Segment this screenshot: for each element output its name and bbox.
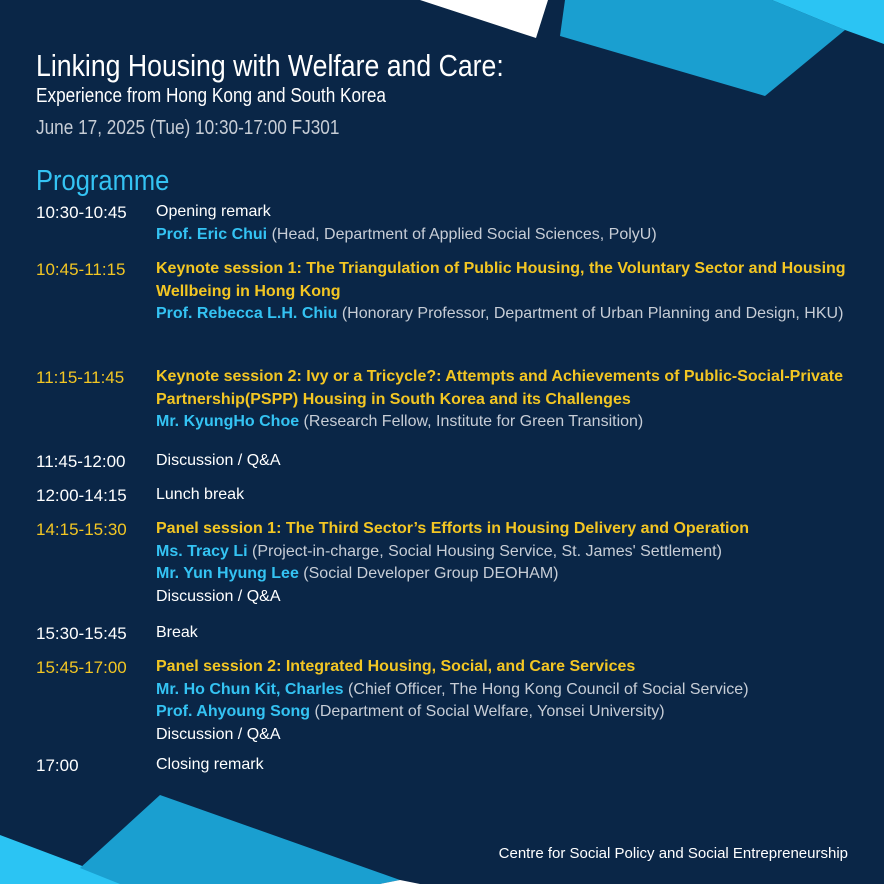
speaker xyxy=(156,701,856,724)
time-slot: 12:00-14:15 xyxy=(36,486,127,505)
discussion: Discussion / Q&A xyxy=(156,587,281,605)
speaker-name: Mr. Yun Hyung Lee xyxy=(156,565,299,582)
speaker-role: (Head, Department of Applied Social Sciences, PolyU) xyxy=(267,225,657,243)
speaker-role: (Chief Officer, The Hong Kong Council of Social Service) xyxy=(343,680,749,698)
item-title: Opening remark xyxy=(156,203,271,220)
speaker-role: (Honorary Professor, Department of Urban Planning and Design, HKU) xyxy=(337,305,844,322)
schedule-row xyxy=(36,622,856,652)
discussion: Discussion / Q&A xyxy=(156,725,281,743)
speaker-name: Prof. Eric Chui xyxy=(156,225,268,243)
session-title: Panel session 1: The Third Sector’s Efforts in Housing Delivery and Operation xyxy=(156,520,750,537)
row-content xyxy=(156,450,856,473)
row-content xyxy=(156,484,856,507)
time-slot: 17:00 xyxy=(36,756,79,775)
time-slot: 10:45-11:15 xyxy=(36,260,126,279)
schedule xyxy=(36,201,856,780)
speaker-role: (Research Fellow, Institute for Green Transition) xyxy=(299,413,644,430)
row-content xyxy=(156,754,856,777)
speaker-name: Ms. Tracy Li xyxy=(156,542,248,560)
row-content xyxy=(156,656,856,746)
speaker xyxy=(156,541,856,564)
footer-organizer: Centre for Social Policy and Social Entrepreneurship xyxy=(498,845,848,862)
time-slot: 11:45-12:00 xyxy=(36,452,126,471)
speaker-name: Prof. Ahyoung Song xyxy=(156,703,311,720)
speaker xyxy=(156,303,856,326)
event-title: Linking Housing with Welfare and Care: xyxy=(36,48,504,83)
schedule-row xyxy=(36,484,856,512)
time-slot: 15:45-17:00 xyxy=(36,658,127,677)
item-title: Break xyxy=(156,624,198,641)
time-slot: 15:30-15:45 xyxy=(36,624,127,643)
item-title: Discussion / Q&A xyxy=(156,452,281,469)
schedule-row xyxy=(36,754,856,780)
speaker xyxy=(156,224,856,247)
speaker-role: (Social Developer Group DEOHAM) xyxy=(298,565,559,582)
time-slot: 11:15-11:45 xyxy=(36,368,125,387)
event-date: June 17, 2025 (Tue) 10:30-17:00 FJ301 xyxy=(36,117,340,139)
speaker-name: Mr. Ho Chun Kit, Charles xyxy=(156,680,344,698)
speaker xyxy=(156,679,856,702)
session-title: Keynote session 1: The Triangulation of Public Housing, the Voluntary Sector and Housing Wellbeing in Hong Kong xyxy=(156,260,846,300)
speaker xyxy=(156,563,856,586)
session-title: Keynote session 2: Ivy or a Tricycle?: Attempts and Achievements of Public-Social-Private Partnership(PSPP) Housing in South Korea and its Challenges xyxy=(156,368,844,408)
row-content xyxy=(156,258,856,326)
schedule-row xyxy=(36,656,856,752)
speaker-name: Prof. Rebecca L.H. Chiu xyxy=(156,305,338,322)
schedule-row xyxy=(36,201,856,250)
schedule-row xyxy=(36,258,856,364)
speaker-role: (Department of Social Welfare, Yonsei University) xyxy=(310,703,665,720)
schedule-row xyxy=(36,366,856,438)
row-content xyxy=(156,518,856,608)
title-block xyxy=(36,48,636,140)
row-content xyxy=(156,201,856,246)
time-slot: 14:15-15:30 xyxy=(36,520,127,539)
row-content xyxy=(156,366,856,434)
time-slot: 10:30-10:45 xyxy=(36,203,127,222)
speaker xyxy=(156,411,856,434)
schedule-row xyxy=(36,518,856,614)
schedule-row xyxy=(36,450,856,478)
session-title: Panel session 2: Integrated Housing, Social, and Care Services xyxy=(156,658,636,675)
item-title: Lunch break xyxy=(156,486,245,503)
speaker-role: (Project-in-charge, Social Housing Service, St. James' Settlement) xyxy=(247,542,722,560)
item-title: Closing remark xyxy=(156,756,264,773)
row-content xyxy=(156,622,856,645)
event-subtitle: Experience from Hong Kong and South Korea xyxy=(36,85,386,107)
programme-heading: Programme xyxy=(36,165,170,197)
speaker-name: Mr. KyungHo Choe xyxy=(156,413,300,430)
